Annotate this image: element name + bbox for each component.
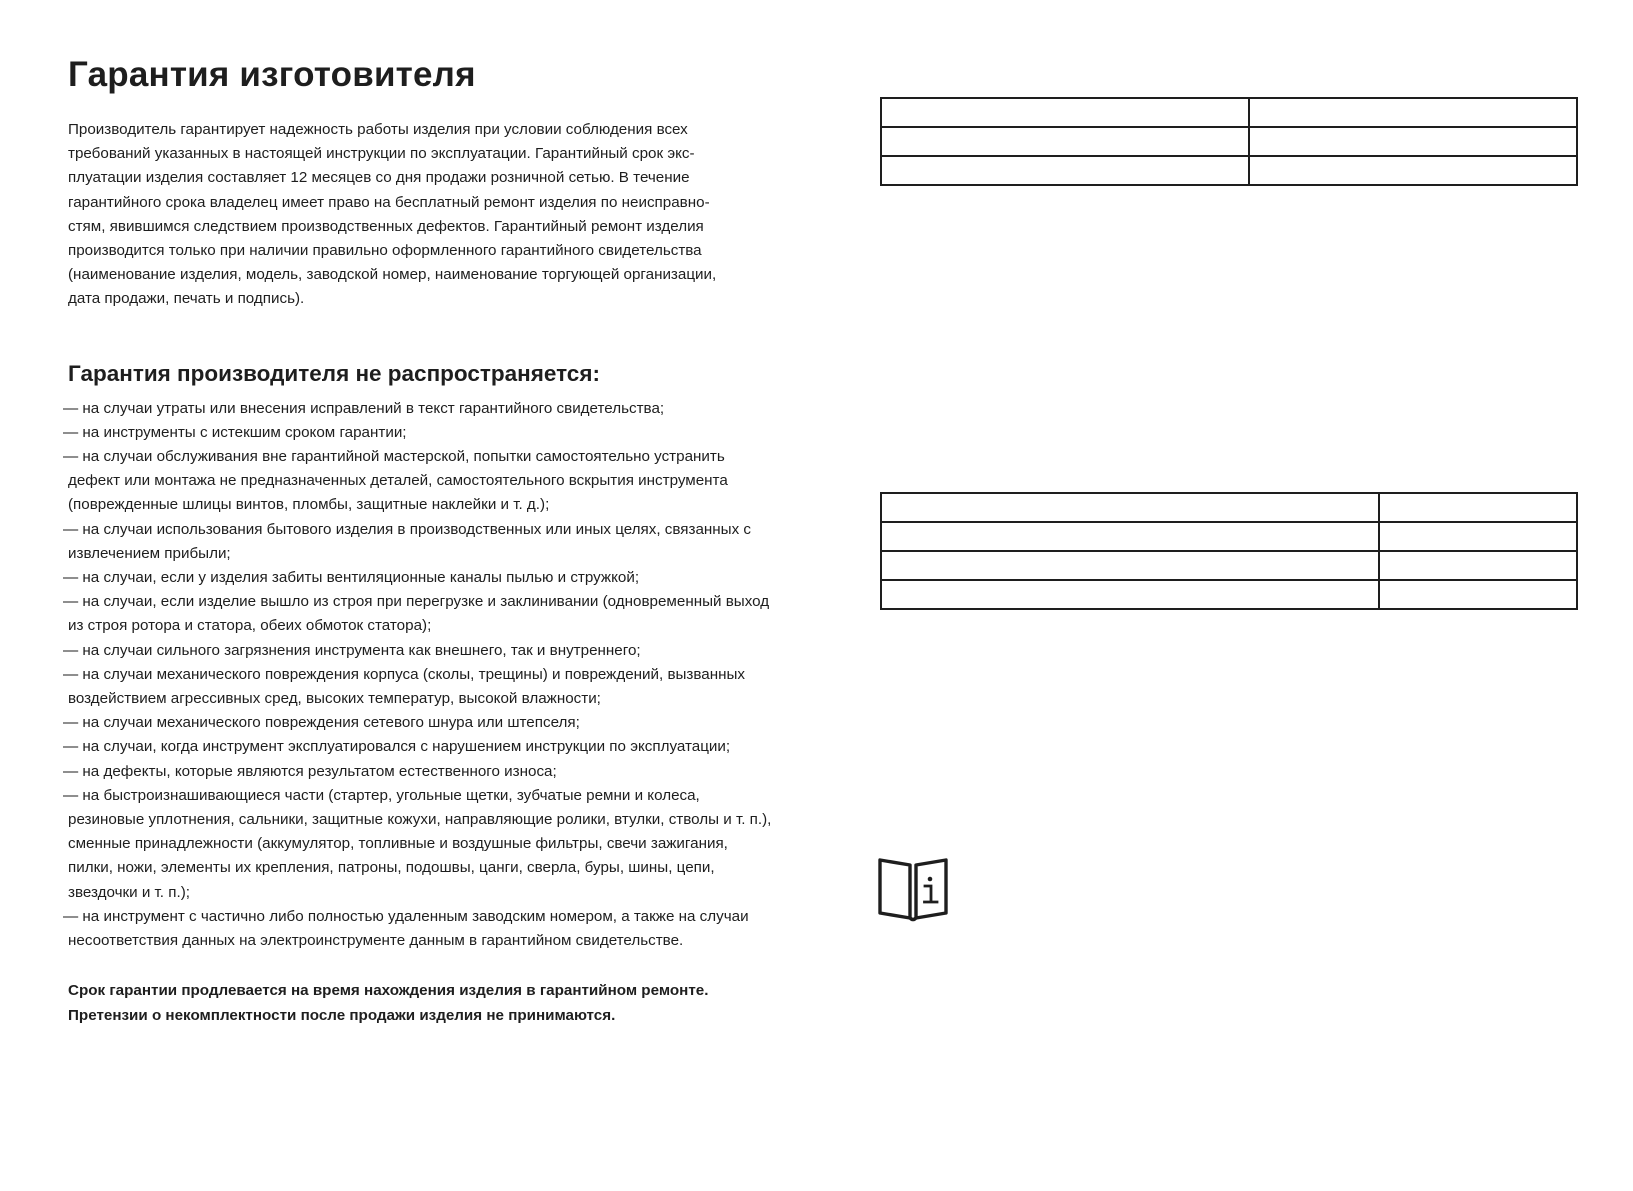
table-row — [881, 551, 1577, 580]
exclusion-item: — на случаи утраты или внесения исправлений в текст гарантийного свидетельства; — [63, 399, 665, 417]
exclusion-item: — на случаи обслуживания вне гарантийной мастерской, попытки самостоятельно устранить дефект или монтажа не предназначенных деталей, самостоятельного вскрытия инструмента (поврежденные шлицы винтов, пломбы, защитные наклейки и т. д.); — [63, 448, 728, 514]
table-row — [881, 127, 1577, 156]
intro-line: дата продажи, печать и подпись). — [68, 290, 305, 308]
table-row — [881, 156, 1577, 185]
exclusion-item: — на инструмент с частично либо полностью удаленным заводским номером, а также на случаи несоответствия данных на электроинструменте данным в гарантийном свидетельстве. — [63, 907, 749, 950]
warranty-extension-note: Срок гарантии продлевается на время нахождения изделия в гарантийном ремонте. — [68, 982, 709, 1000]
manual-info-icon — [877, 858, 949, 924]
page-title: Гарантия изготовителя — [68, 55, 476, 94]
table-row — [881, 522, 1577, 551]
exclusion-item: — на случаи механического повреждения сетевого шнура или штепселя; — [63, 714, 580, 732]
table-cell — [1249, 156, 1577, 185]
table-cell — [881, 493, 1379, 522]
table-cell — [881, 551, 1379, 580]
intro-paragraph — [68, 118, 758, 312]
table-row — [881, 580, 1577, 609]
intro-line: (наименование изделия, модель, заводской номер, наименование торгующей организации, — [68, 266, 717, 284]
warranty-section — [63, 48, 788, 1028]
table-cell — [881, 522, 1379, 551]
exclusion-item: — на случаи использования бытового изделия в производственных или иных целях, связанных с извлечением прибыли; — [63, 520, 752, 562]
table-row — [881, 493, 1577, 522]
table-cell — [881, 98, 1249, 127]
table-cell — [1379, 551, 1577, 580]
intro-line: производится только при наличии правильно оформленного гарантийного свидетельства — [68, 242, 702, 260]
intro-line: требований указанных в настоящей инструкции по эксплуатации. Гарантийный срок экс- — [68, 145, 695, 163]
exclusion-item: — на случаи механического повреждения корпуса (сколы, трещины) и повреждений, вызванных воздействием агрессивных сред, высоких температур, высокой влажности; — [63, 665, 746, 708]
exclusion-item: — на случаи сильного загрязнения инструмента как внешнего, так и внутреннего; — [63, 641, 641, 659]
intro-line: стям, явившимся следствием производственных дефектов. Гарантийный ремонт изделия — [68, 217, 704, 235]
exclusion-item: — на инструменты с истекшим сроком гарантии; — [63, 423, 407, 441]
table-cell — [1379, 493, 1577, 522]
table-cell — [1379, 580, 1577, 609]
exclusion-item: — на случаи, если у изделия забиты вентиляционные каналы пылью и стружкой; — [63, 569, 640, 587]
table-cell — [881, 127, 1249, 156]
warranty-notes — [68, 979, 788, 1027]
bottom-form-table — [880, 492, 1578, 610]
completeness-claims-note: Претензии о некомплектности после продажи изделия не принимаются. — [68, 1006, 616, 1024]
top-form-table — [880, 97, 1578, 186]
exclusion-item: — на случаи, если изделие вышло из строя при перегрузке и заклинивании (одновременный выход из строя ротора и статора, обеих обмоток статора); — [63, 593, 770, 635]
table-cell — [1379, 522, 1577, 551]
intro-line: плуатации изделия составляет 12 месяцев со дня продажи розничной сетью. В течение — [68, 169, 690, 187]
exclusion-item: — на дефекты, которые являются результатом естественного износа; — [63, 762, 557, 780]
intro-line: Производитель гарантирует надежность работы изделия при условии соблюдения всех — [68, 121, 688, 138]
intro-line: гарантийного срока владелец имеет право на бесплатный ремонт изделия по неисправно- — [68, 193, 710, 211]
exclusion-item: — на быстроизнашивающиеся части (стартер, угольные щетки, зубчатые ремни и колеса, резиновые уплотнения, сальники, защитные кожухи, направляющие ролики, втулки, стволы и т. п.), сменные принадлежности (аккумулятор, топливные и воздушные фильтры, свечи зажигания, пилки, ножи, элементы их крепления, патроны, подошвы, цанги, сверла, буры, шины, цепи, звездочки и т. п.); — [63, 786, 772, 901]
exclusions-list — [63, 397, 775, 954]
exclusions-title: Гарантия производителя не распространяется: — [68, 360, 600, 386]
exclusion-item: — на случаи, когда инструмент эксплуатировался с нарушением инструкции по эксплуатации; — [63, 738, 731, 756]
table-cell — [1249, 127, 1577, 156]
table-cell — [1249, 98, 1577, 127]
table-cell — [881, 580, 1379, 609]
table-row — [881, 98, 1577, 127]
table-cell — [881, 156, 1249, 185]
